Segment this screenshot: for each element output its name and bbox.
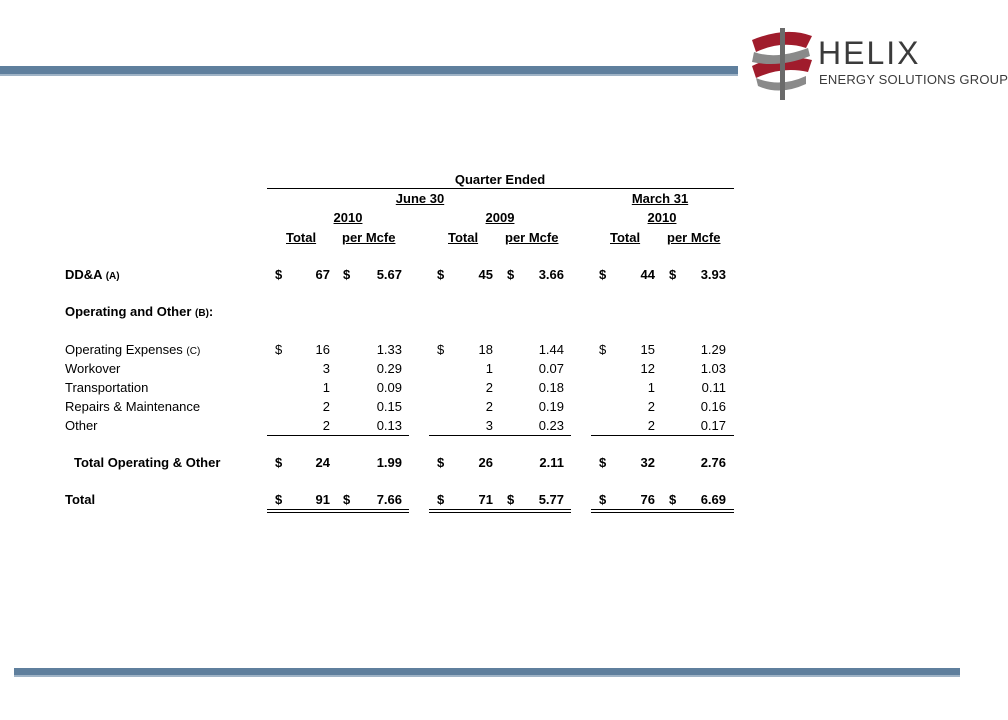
- total-rule-3a: [591, 509, 734, 510]
- col-total-3: Total: [610, 230, 641, 245]
- cell: 7.66: [376, 492, 402, 507]
- row-opother-label: [65, 304, 213, 321]
- logo-wordmark: HELIX: [818, 35, 921, 71]
- cell: 3.66: [538, 267, 564, 282]
- cell: 1.33: [376, 342, 402, 357]
- total-rule-3b: [591, 512, 734, 513]
- col-total-1: Total: [286, 230, 317, 245]
- cell: 0.07: [538, 361, 564, 376]
- cell: 2.76: [700, 455, 726, 470]
- cell: $: [343, 267, 351, 282]
- cell: 67: [315, 267, 330, 282]
- cell: 12: [640, 361, 655, 376]
- cell: 2: [322, 399, 330, 414]
- subtotal-rule-3: [591, 435, 734, 436]
- cell: 3: [322, 361, 330, 376]
- header-quarter-ended: Quarter Ended: [454, 172, 546, 187]
- cell: 1.44: [538, 342, 564, 357]
- cell: 2: [647, 418, 655, 433]
- logo-tagline: ENERGY SOLUTIONS GROUP: [819, 72, 1008, 87]
- cell: $: [507, 492, 515, 507]
- cell: 0.29: [376, 361, 402, 376]
- cell: 44: [640, 267, 655, 282]
- cell: 5.77: [538, 492, 564, 507]
- total-rule-2b: [429, 512, 571, 513]
- cell: 2: [322, 418, 330, 433]
- opex-text: Operating Expenses: [65, 342, 183, 357]
- cell: 26: [478, 455, 493, 470]
- cell: $: [669, 267, 677, 282]
- cell: 0.18: [538, 380, 564, 395]
- cell: $: [669, 492, 677, 507]
- cell: $: [275, 267, 283, 282]
- total-rule-1b: [267, 512, 409, 513]
- cell: 76: [640, 492, 655, 507]
- cell: 1: [647, 380, 655, 395]
- row-dda-label: [65, 267, 120, 284]
- row-workover-label: Workover: [65, 361, 121, 376]
- cell: 71: [478, 492, 493, 507]
- cell: 1: [485, 361, 493, 376]
- cell: $: [507, 267, 515, 282]
- cell: 1.99: [376, 455, 402, 470]
- header-year-2009: 2009: [485, 210, 515, 225]
- cell: 2: [485, 380, 493, 395]
- cell: $: [599, 455, 607, 470]
- dda-note: (A): [105, 271, 120, 282]
- cell: 0.15: [376, 399, 402, 414]
- bottom-divider-bar-light: [14, 675, 960, 677]
- cell: $: [437, 342, 445, 357]
- cell: $: [275, 455, 283, 470]
- cell: $: [599, 267, 607, 282]
- cell: 91: [315, 492, 330, 507]
- cell: 5.67: [376, 267, 402, 282]
- header-year-2010-b: 2010: [647, 210, 677, 225]
- header-rule: [267, 188, 734, 189]
- cell: 1.29: [700, 342, 726, 357]
- cell: 15: [640, 342, 655, 357]
- cell: 0.17: [700, 418, 726, 433]
- row-opex-label: [65, 342, 200, 359]
- cell: $: [275, 342, 283, 357]
- col-per-1: per Mcfe: [342, 230, 396, 245]
- header-june-30: June 30: [395, 191, 445, 206]
- cell: $: [599, 492, 607, 507]
- cell: 2: [647, 399, 655, 414]
- cell: 0.11: [701, 380, 726, 395]
- cell: 45: [478, 267, 493, 282]
- col-total-2: Total: [448, 230, 479, 245]
- cell: 0.09: [376, 380, 402, 395]
- cell: 6.69: [700, 492, 726, 507]
- cell: 2.11: [539, 455, 564, 470]
- header-march-31: March 31: [631, 191, 689, 206]
- row-other-label: Other: [65, 418, 98, 433]
- cell: 24: [315, 455, 330, 470]
- opother-note: (B): [195, 308, 209, 319]
- cell: 1: [322, 380, 330, 395]
- cell: 18: [478, 342, 493, 357]
- cell: 3: [485, 418, 493, 433]
- opother-text: Operating and Other: [65, 304, 192, 319]
- total-rule-2a: [429, 509, 571, 510]
- row-total-operating-label: Total Operating & Other: [74, 455, 221, 470]
- header-year-2010-a: 2010: [333, 210, 363, 225]
- cell: 0.23: [538, 418, 564, 433]
- cell: 0.13: [376, 418, 402, 433]
- row-repairs-label: Repairs & Maintenance: [65, 399, 201, 414]
- cell: $: [437, 492, 445, 507]
- subtotal-rule-1: [267, 435, 409, 436]
- opother-colon: :: [208, 304, 214, 319]
- cell: 3.93: [700, 267, 726, 282]
- opex-note: (C): [186, 346, 201, 357]
- cell: $: [599, 342, 607, 357]
- cell: 0.19: [538, 399, 564, 414]
- cell: 2: [485, 399, 493, 414]
- cell: $: [343, 492, 351, 507]
- cell: 0.16: [700, 399, 726, 414]
- row-total-label: Total: [65, 492, 96, 507]
- cell: $: [275, 492, 283, 507]
- bottom-divider-bar: [14, 668, 960, 675]
- row-transportation-label: Transportation: [65, 380, 149, 395]
- total-rule-1a: [267, 509, 409, 510]
- cell: 16: [315, 342, 330, 357]
- col-per-2: per Mcfe: [505, 230, 559, 245]
- cell: 32: [640, 455, 655, 470]
- cell: 1.03: [700, 361, 726, 376]
- subtotal-rule-2: [429, 435, 571, 436]
- cell: $: [437, 267, 445, 282]
- cell: $: [437, 455, 445, 470]
- col-per-3: per Mcfe: [667, 230, 721, 245]
- dda-label-text: DD&A: [65, 267, 103, 282]
